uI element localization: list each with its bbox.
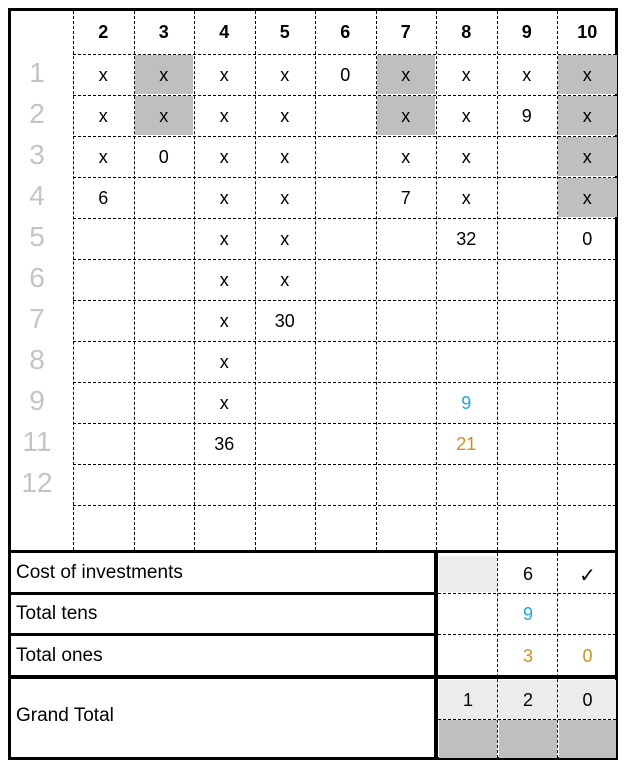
cost-label: Cost of investments	[16, 562, 183, 583]
cross-mark: x	[461, 106, 471, 126]
cross-mark: x	[401, 106, 411, 126]
cross-mark: x	[280, 270, 290, 290]
grand-shade-3	[559, 720, 616, 758]
cost-value: 6	[522, 564, 533, 584]
cross-mark: x	[219, 106, 229, 126]
grid-hline	[73, 259, 616, 260]
column-header: 8	[461, 22, 472, 42]
summary-dash-1	[438, 593, 616, 594]
cell-value: 9	[521, 106, 532, 126]
grid-hline	[73, 95, 616, 96]
cross-mark: x	[219, 229, 229, 249]
cross-mark: x	[582, 147, 592, 167]
cross-mark: x	[280, 229, 290, 249]
tens-value: 9	[522, 604, 533, 624]
cell-value: 6	[98, 188, 109, 208]
summary-dash-3	[438, 719, 616, 720]
row-label: 6	[29, 262, 45, 293]
grid-vline	[436, 11, 437, 550]
cross-mark: x	[401, 65, 411, 85]
grid-hline	[73, 505, 616, 506]
summary-vdash-1	[497, 553, 498, 758]
cell-value: 21	[456, 434, 477, 454]
summary-top-rule	[8, 550, 618, 553]
cross-mark: x	[461, 188, 471, 208]
row-label: 5	[29, 221, 45, 252]
cell-value: 7	[400, 188, 411, 208]
cross-mark: x	[219, 147, 229, 167]
cross-mark: x	[159, 65, 169, 85]
cross-mark: x	[219, 65, 229, 85]
column-header: 10	[577, 22, 598, 42]
grid-vline	[557, 11, 558, 550]
grid-hline	[73, 54, 616, 55]
row-label: 9	[29, 385, 45, 416]
summary-divider	[434, 550, 438, 760]
grid-hline	[73, 423, 616, 424]
cost-blank-cell	[439, 556, 497, 592]
cross-mark: x	[219, 270, 229, 290]
cell-value: 0	[582, 229, 593, 249]
cost-check-icon: ✓	[579, 565, 596, 587]
cell-value: 9	[461, 393, 472, 413]
column-header: 2	[98, 22, 109, 42]
grand-shade-2	[499, 720, 557, 758]
summary-rule-2	[8, 633, 436, 636]
cross-mark: x	[461, 147, 471, 167]
cross-mark: x	[280, 65, 290, 85]
cross-mark: x	[219, 352, 229, 372]
row-label: 12	[21, 467, 53, 498]
column-header: 5	[279, 22, 290, 42]
column-header: 3	[158, 22, 169, 42]
cross-mark: x	[280, 106, 290, 126]
cross-mark: x	[582, 106, 592, 126]
cross-mark: x	[522, 65, 532, 85]
grid-vline	[134, 11, 135, 550]
ones-carry-value: 0	[582, 646, 593, 666]
grid-vline	[497, 11, 498, 550]
grid-hline	[73, 136, 616, 137]
cross-mark: x	[159, 106, 169, 126]
cross-mark: x	[582, 188, 592, 208]
cross-mark: x	[98, 147, 108, 167]
row-label: 1	[29, 57, 45, 88]
row-label: 11	[22, 426, 52, 457]
grid-hline	[73, 218, 616, 219]
grid-vline	[73, 11, 74, 550]
cross-mark: x	[219, 393, 229, 413]
grid-vline	[315, 11, 316, 550]
grid-vline	[376, 11, 377, 550]
cross-mark: x	[461, 65, 471, 85]
grid-hline	[73, 341, 616, 342]
column-header: 4	[219, 22, 230, 42]
column-header: 9	[521, 22, 532, 42]
grid-hline	[73, 382, 616, 383]
cross-mark: x	[219, 311, 229, 331]
summary-rule-3	[8, 675, 618, 679]
cross-mark: x	[401, 147, 411, 167]
cell-value: 30	[274, 311, 295, 331]
grand-digit-1: 1	[462, 690, 473, 710]
cross-mark: x	[280, 188, 290, 208]
grand-digit-3: 0	[582, 690, 593, 710]
grand-digit-2: 2	[522, 690, 533, 710]
ones-label: Total ones	[16, 645, 103, 666]
summary-vdash-2	[557, 553, 558, 758]
cross-mark: x	[98, 65, 108, 85]
summary-dash-2	[438, 634, 616, 635]
cross-mark: x	[582, 65, 592, 85]
cell-value: 0	[158, 147, 169, 167]
row-label: 4	[29, 180, 45, 211]
grid-hline	[73, 300, 616, 301]
row-label: 7	[29, 303, 45, 334]
row-label: 3	[29, 139, 45, 170]
cell-value: 0	[340, 65, 351, 85]
cross-mark: x	[280, 147, 290, 167]
grand-shade-1	[439, 720, 497, 758]
row-label: 8	[29, 344, 45, 375]
summary-rule-1	[8, 592, 436, 595]
cross-mark: x	[98, 106, 108, 126]
grid-hline	[73, 464, 616, 465]
cross-mark: x	[219, 188, 229, 208]
column-header: 6	[340, 22, 351, 42]
row-label: 2	[29, 98, 45, 129]
cell-value: 36	[214, 434, 235, 454]
column-header: 7	[400, 22, 411, 42]
grid-hline	[73, 177, 616, 178]
grand-total-label: Grand Total	[16, 705, 114, 726]
tens-label: Total tens	[16, 603, 98, 624]
cell-value: 32	[456, 229, 477, 249]
ones-value: 3	[522, 646, 533, 666]
